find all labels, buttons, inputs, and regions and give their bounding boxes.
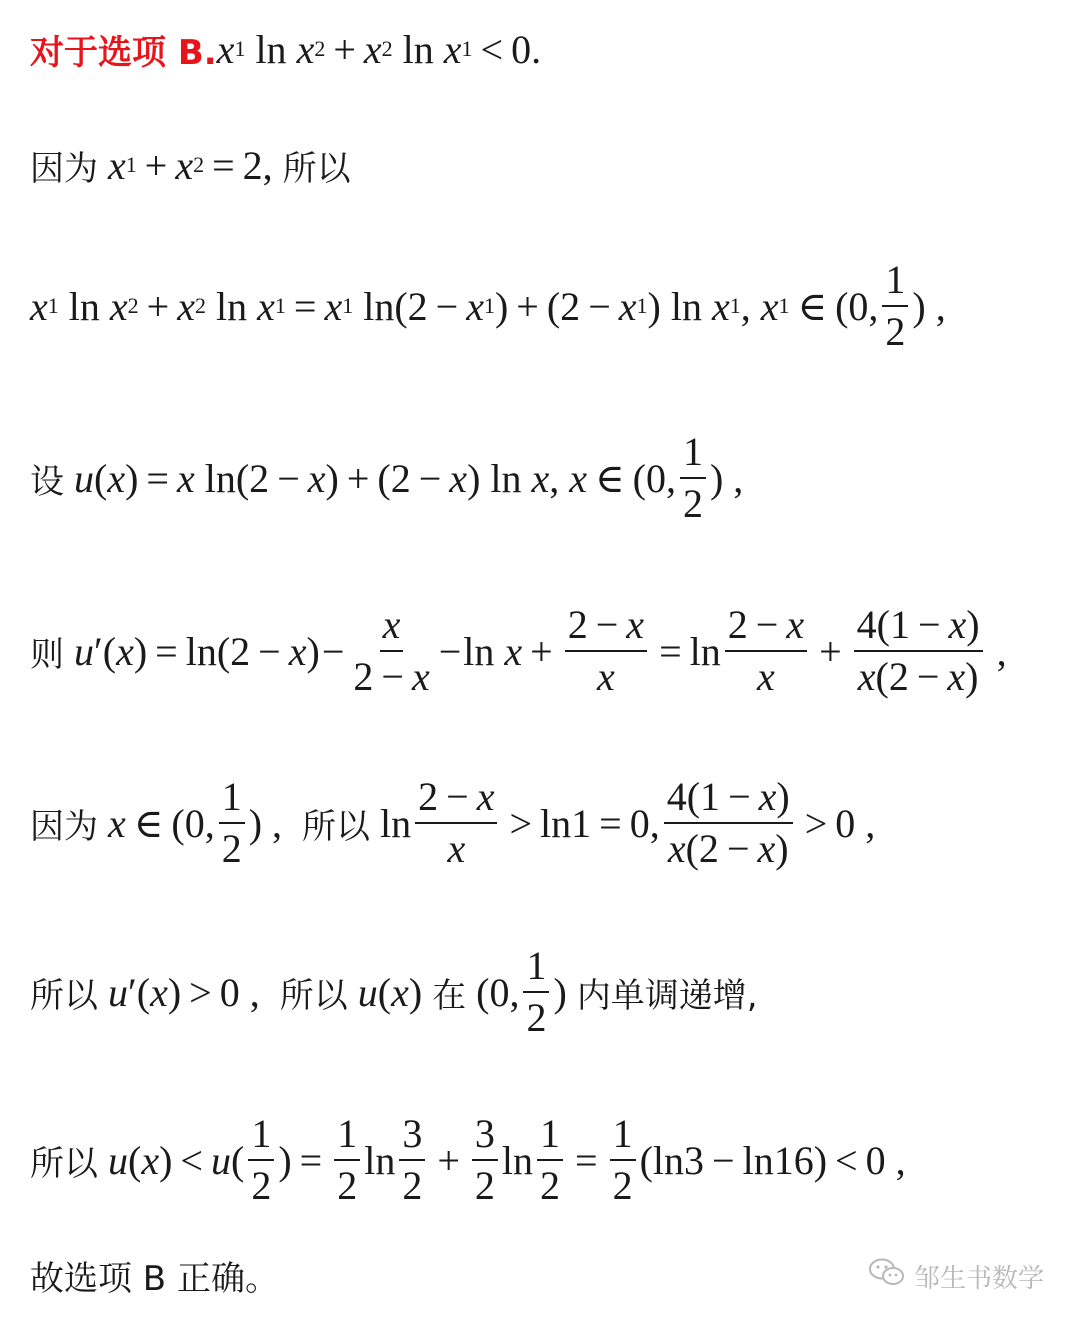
formula-final-bound: u ( x ) < u ( $\frac{1}{2}$ ) = $\frac{1}{2}$ ln $\frac{3}{2}$ + $\frac{3}{2}$ ln $\frac{1}{2}$ = $\frac{1}{2}$ (ln3 − ln16) < 0 , [108,1111,906,1208]
therefore-text: 所以 [30,975,98,1016]
formula-substitution: x 1 ln x 2 + x 2 ln x 1 = x 1 ln(2 − x 1 ) + (2 − x 1 ) ln x 1 , x 1 ∈ (0, $\frac{1}{2}$ ) , [30,257,946,354]
option-b-heading [30,18,1070,80]
therefore-text-2: 所以 [279,975,348,1016]
substitution-line [30,256,1070,356]
formula-inequality-b: x 1 ln x 2 + x 2 ln x 1 < 0. [216,26,542,72]
formula-interval: (0, $\frac{1}{2}$ ) [466,943,577,1040]
derivative-line [30,596,1070,706]
formula-sum: x 1 + x 2 = 2, [108,142,283,188]
formula-define-u: u ( x ) = x ln(2 − x ) + (2 − x ) ln x , x ∈ (0, $\frac{1}{2}$ ) , [74,429,744,526]
watermark-text: 邹生书数学 [913,1264,1044,1294]
then-text: 则 [30,634,64,675]
formula-derivative-positive: u ′( x ) > 0 , [108,969,280,1015]
because-text: 因为 [30,806,98,847]
therefore-text: 所以 [282,148,351,189]
conclusion-calc-line [30,1110,1070,1210]
option-b-label: 对于选项 B. [30,32,217,73]
conclusion-text: 故选项 B 正确。 [30,1258,279,1299]
formula-u: u ( x ) [357,969,433,1015]
watermark [868,1257,1044,1296]
define-u-line [30,428,1070,528]
wechat-icon [868,1257,914,1296]
monotonic-line [30,942,1070,1042]
formula-positivity: ln $\frac{2 - x}{x}$ > ln1 = 0, $\frac{4(1 - x)}{x(2 - x)}$ > 0 , [370,774,876,871]
in-text: 在 [432,975,467,1016]
therefore-text: 所以 [302,806,371,847]
therefore-text: 所以 [30,1143,98,1184]
premise-line [30,134,1070,196]
sign-analysis-line [30,768,1070,878]
formula-domain: x ∈ (0, $\frac{1}{2}$ ) , [108,774,303,871]
because-text: 因为 [30,148,98,189]
let-text: 设 [30,461,64,502]
formula-derivative: u ′( x ) = ln(2 − x ) − $\frac{x}{2 - x}$ − ln x + $\frac{2 - x}{x}$ = ln $\frac{2 - x}{x}$ + $\frac{4(1 - x)}{x(2 - x)}$ , [74,602,1007,699]
increasing-text: 内单调递增, [576,975,758,1016]
